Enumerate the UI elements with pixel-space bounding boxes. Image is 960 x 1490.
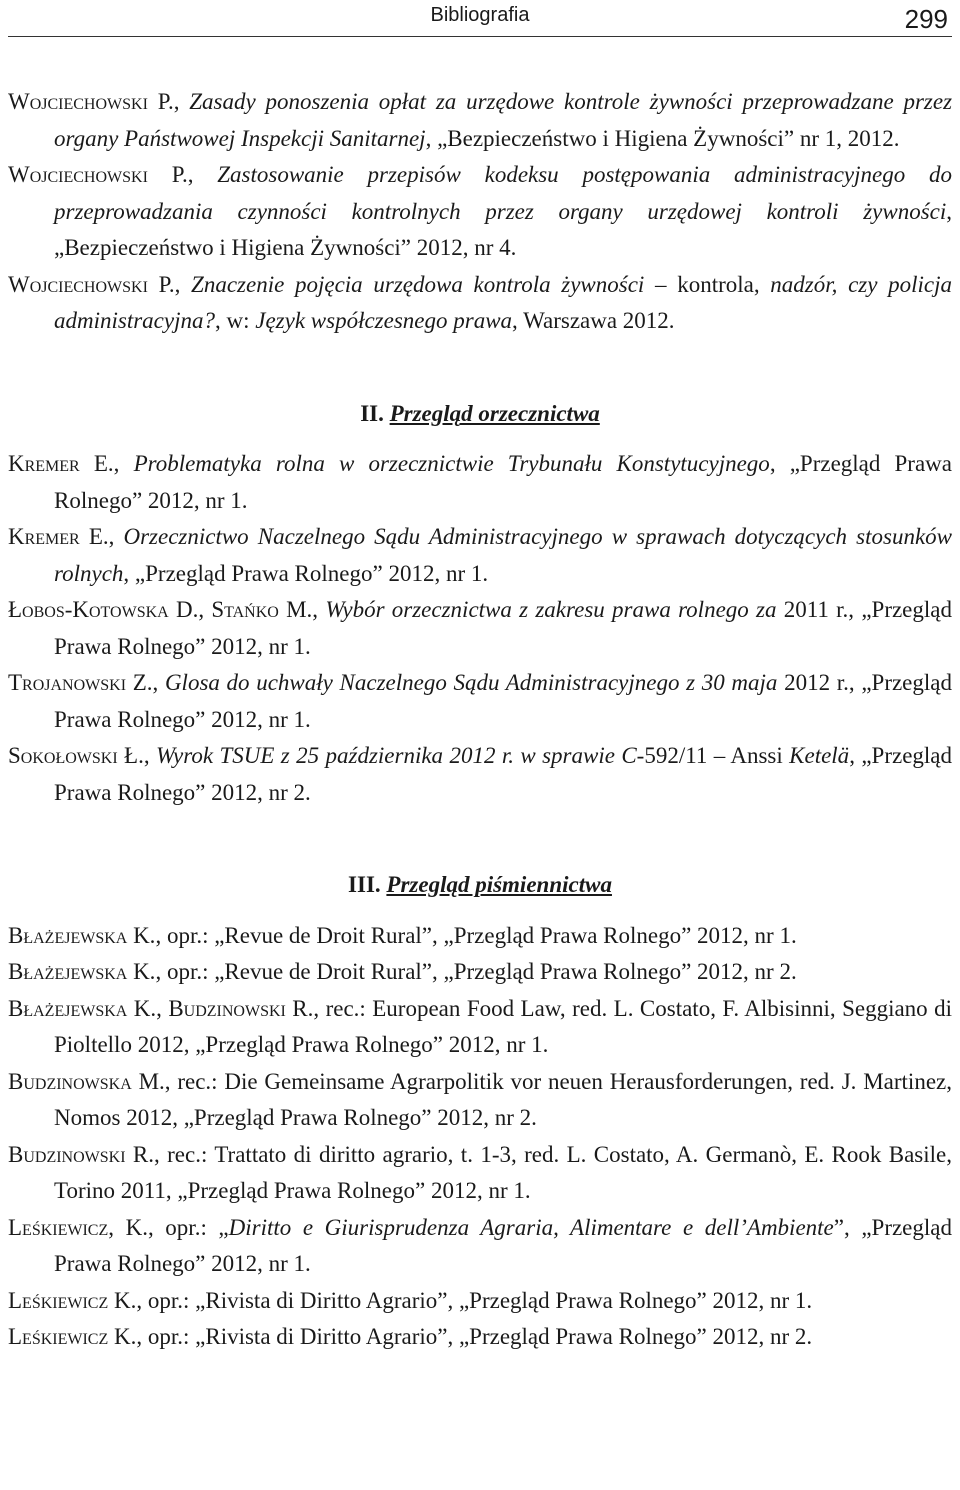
entry-source: , opr.: „Revue de Droit Rural”, „Przegląd Prawa Rolnego” 2012, nr 2.: [155, 959, 797, 984]
entry-book-title: Język współczesnego prawa: [255, 308, 513, 333]
entry-source: , Warszawa 2012.: [512, 308, 675, 333]
entry-source: , rec.: European Food Law, red. L. Costato, F. Albisinni, Seggiano di Pioltello 2012, „Przegląd Prawa Rolnego” 2012, nr 1.: [54, 995, 953, 1057]
entry-title: Orzecznictwo Naczelnego Sądu Administracyjnego w sprawach dotyczących sto: [123, 524, 883, 549]
section-heading: [8, 867, 952, 904]
section-title: Przegląd orzecznictwa: [389, 400, 600, 426]
bibliography-entry: [8, 991, 952, 1064]
entry-source: , „Bezpieczeństwo i Higiena Żywności” 2012, nr 4.: [54, 198, 952, 260]
entry-title-cont: Ketelä: [789, 743, 850, 768]
bibliography-entry: [8, 918, 952, 955]
bibliography-entry: Wojciechowski P., Znaczenie pojęcia urzędowa kontrola żywności – kontrola, nadzór, czy policja administracyjna?, w: Język współczesnego prawa, Warszawa 2012.: [8, 271, 952, 333]
entry-source: , „Bezpieczeństwo i Higiena Żywności” nr 1, 2012.: [425, 125, 900, 151]
entry-title-cont: sunków rolnych: [54, 524, 952, 586]
bibliography-entry: Trojanowski Z., Glosa do uchwały Naczelnego Sądu Administracyjnego z 30 maja 2012 r., „Przegląd Prawa Rolnego” 2012, nr 1.: [8, 670, 952, 732]
page-number: 299: [904, 4, 948, 34]
entry-source: , „Przegląd Prawa Rolnego” 2012, nr 2.: [54, 743, 952, 805]
bibliography-entry: [8, 954, 952, 991]
bibliography-entry: Kremer E., Problematyka rolna w orzecznictwie Trybunału Konstytucyjnego, „Przegląd Prawa Rolnego” 2012, nr 1.: [8, 451, 952, 513]
entry-source: , opr.: „Rivista di Diritto Agrario”, „Przegląd Prawa Rolnego” 2012, nr 1.: [136, 1287, 813, 1313]
entry-title: Diritto e Giurisprudenza Agraria, Alimentare e dell’Ambiente: [228, 1214, 834, 1240]
bibliography-entry: [8, 1283, 952, 1320]
entry-author: Kremer E.: [8, 524, 109, 549]
entry-author: Budzinowska M.: [8, 1068, 165, 1094]
entry-title: Zastosowanie przepisów kodeksu postępowania administracyjnego do przeprowadzania czynności kontrolnych przez organy urzędowej kontroli żywności: [54, 162, 952, 224]
bibliography-entry: Łobos-Kotowska D., Stańko M., Wybór orzecznictwa z zakresu prawa rolnego za 2011 r., „Przegląd Prawa Rolnego” 2012, nr 1.: [8, 597, 952, 659]
bibliography-entry: Wojciechowski P., Zastosowanie przepisów kodeksu postępowania administracyjnego do przeprowadzania czynności kontrolnych przez organy urzędowej kontroli żywności, „Bezpieczeństwo i Higiena Żywności” 2012, nr 4.: [8, 162, 952, 260]
entry-author: Leśkiewicz K.: [8, 1324, 137, 1349]
entry-source: , „Przegląd Prawa Rolnego” 2012, nr 1.: [123, 560, 489, 586]
section-heading: [8, 396, 952, 433]
entry-author: Błażejewska K., Budzinowski R.: [8, 995, 314, 1021]
entry-source: , opr.: „Revue de Droit Rural”, „Przegląd Prawa Rolnego” 2012, nr 1.: [155, 922, 797, 948]
entry-title: Glosa do uchwały Naczelnego Sądu Administracyjnego z 30 maja: [164, 670, 778, 695]
bibliography-entry: [8, 1137, 952, 1210]
entry-author: Wojciechowski P.: [8, 89, 174, 114]
entry-author: Błażejewska K.: [8, 922, 156, 948]
entry-source: 2011 r., „Przegląd Prawa Rolnego” 2012, nr 1.: [54, 597, 952, 659]
entry-source: 2012 r., „Przegląd Prawa Rolnego” 2012, nr 1.: [54, 670, 952, 732]
entry-author: Wojciechowski P.: [8, 271, 175, 297]
bibliography-entry: Kremer E., Orzecznictwo Naczelnego Sądu Administracyjnego w sprawach dotyczących stosunków rolnych, „Przegląd Prawa Rolnego” 2012, nr 1.: [8, 524, 952, 586]
entry-title: Problematyka rolna w orzecznictwie Trybunału Konstytucyjnego: [133, 451, 770, 476]
entry-author: Sokołowski Ł.: [8, 743, 144, 768]
entry-title: Zasady ponoszenia opłat za urzędowe kontrole żywności przeprowadzane przez organy Państwowej Inspekcji Sanitarnej: [54, 89, 953, 151]
entry-author: Leśkiewicz K.: [8, 1287, 137, 1313]
entry-author: Wojciechowski P.: [8, 162, 188, 187]
entry-source: , rec.: Trattato di diritto agrario, t. 1-3, red. L. Costato, A. Germanò, E. Rook Basile, Torino 2011, „Przegląd Prawa Rolnego” 2012, nr 1.: [54, 1141, 952, 1203]
entry-author: Budzinowski R.: [8, 1141, 155, 1167]
entry-title: Wyrok TSUE z 25 października 2012 r. w sprawie C: [156, 743, 637, 768]
entry-source: , opr.: „Rivista di Diritto Agrario”, „Przegląd Prawa Rolnego” 2012, nr 2.: [136, 1324, 813, 1349]
bibliography-entry: Sokołowski Ł., Wyrok TSUE z 25 października 2012 r. w sprawie C-592/11 – Anssi Ketelä, „Przegląd Prawa Rolnego” 2012, nr 2.: [8, 743, 952, 805]
bibliography-entry: Leśkiewicz, K., opr.: „Diritto e Giurisprudenza Agraria, Alimentare e dell’Ambiente”, „Przegląd Prawa Rolnego” 2012, nr 1.: [8, 1214, 952, 1276]
section-title: Przegląd piśmiennictwa: [386, 872, 612, 897]
section-number: III.: [348, 872, 381, 897]
page-header: [8, 0, 952, 37]
entry-source: , rec.: Die Gemeinsame Agrarpolitik vor neuen Herausforderungen, red. J. Martinez, Nomos 2012, „Przegląd Prawa Rolnego” 2012, nr 2.: [54, 1068, 952, 1130]
entry-author: Błażejewska K.: [8, 959, 156, 984]
entry-author: Trojanowski Z.: [8, 670, 153, 695]
entry-author: Leśkiewicz, K.: [8, 1214, 148, 1240]
bibliography-entry: [8, 1319, 952, 1356]
entry-author: Łobos-Kotowska D., Stańko M.: [8, 597, 313, 622]
bibliography-body: [8, 84, 952, 1356]
bibliography-entry: Wojciechowski P., Zasady ponoszenia opłat za urzędowe kontrole żywności przeprowadzane przez organy Państwowej Inspekcji Sanitarnej, „Bezpieczeństwo i Higiena Żywności” nr 1, 2012.: [8, 89, 953, 151]
bibliography-entry: [8, 1064, 952, 1137]
entry-source: ”, „Przegląd Prawa Rolnego” 2012, nr 1.: [54, 1214, 952, 1276]
entry-title: Wybór orzecznictwa z zakresu prawa rolnego za: [325, 597, 777, 622]
entry-author: Kremer E.: [8, 451, 114, 476]
running-title: Bibliografia: [430, 4, 530, 26]
section-number: II.: [360, 400, 384, 426]
entry-title-cont: nadzór, czy policja administracyjna?: [54, 271, 952, 333]
entry-title: Znaczenie pojęcia urzędowa kontrola żywności: [191, 271, 645, 297]
entry-source: , „Przegląd Prawa Rolnego” 2012, nr 1.: [54, 451, 952, 513]
